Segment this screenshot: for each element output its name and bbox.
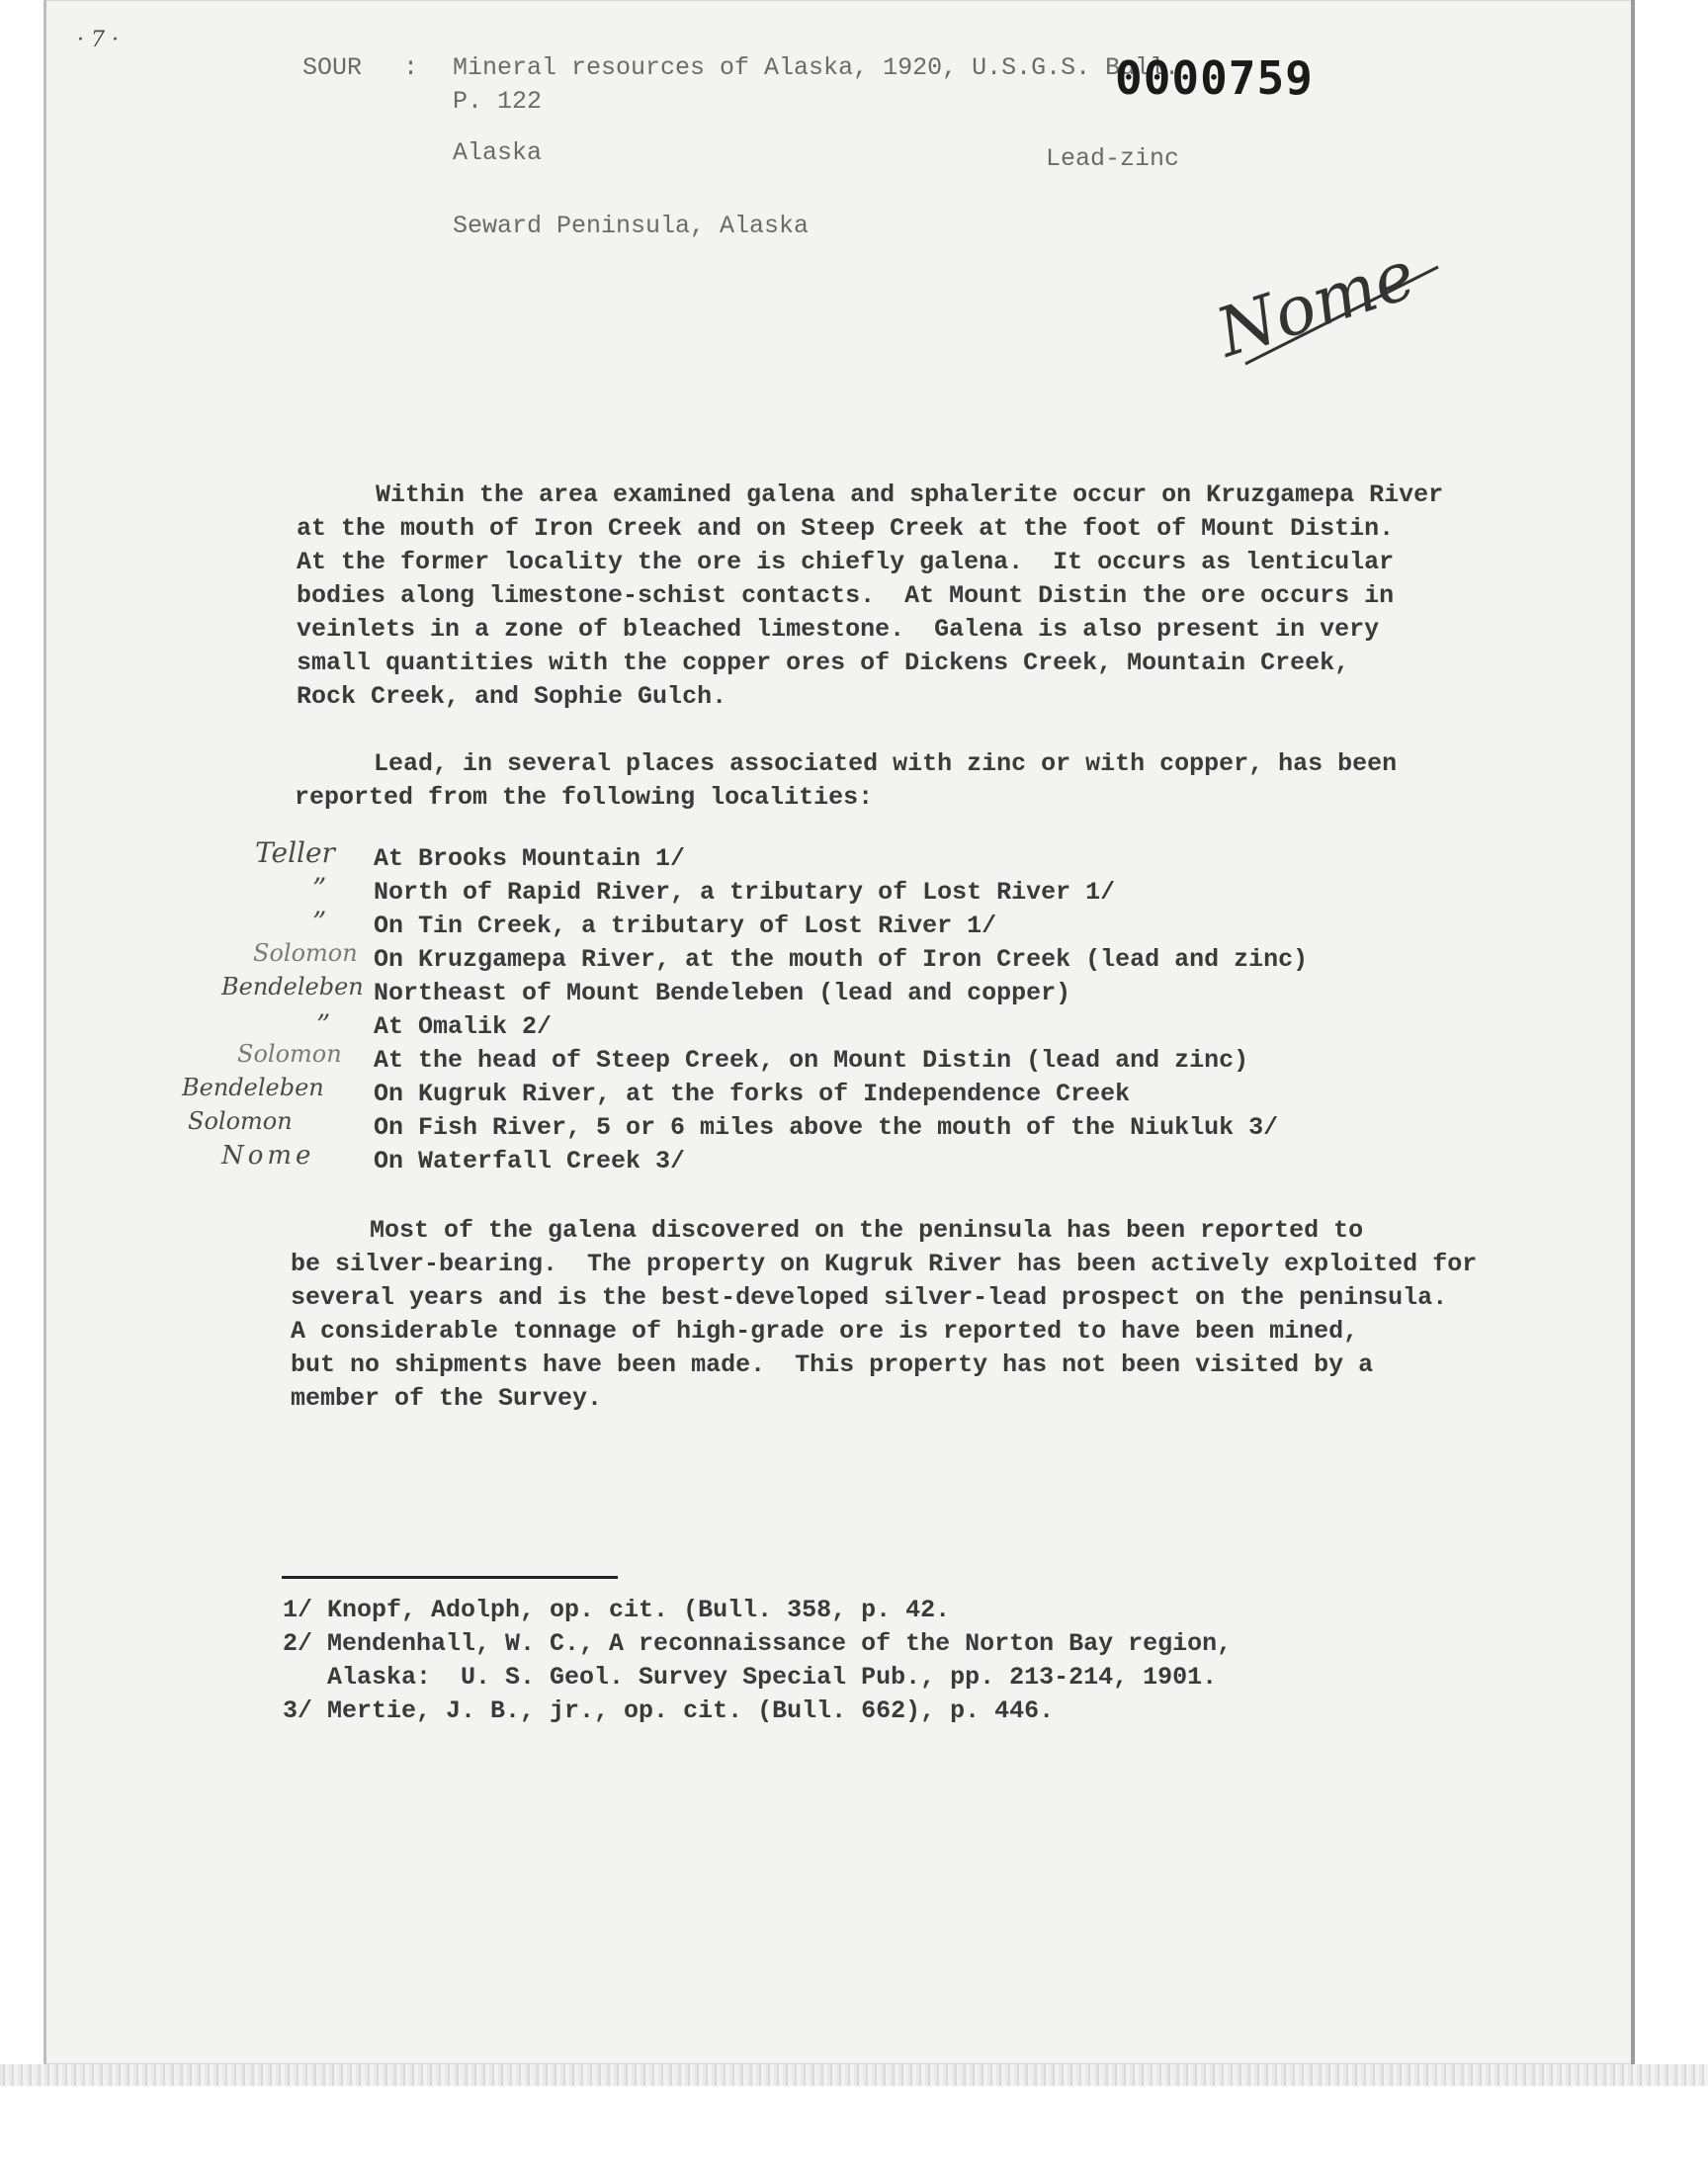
paragraph-1-line: Within the area examined galena and sphalerite occur on Kruzgamepa River <box>376 480 1444 509</box>
paragraph-2 <box>295 747 1609 815</box>
paragraph-3-line: member of the Survey. <box>291 1384 603 1413</box>
locality-item: On Kruzgamepa River, at the mouth of Iron Creek (lead and zinc) <box>374 945 1309 974</box>
footnote-line: 2/ Mendenhall, W. C., A reconnaissance of the Norton Bay region, <box>283 1629 1233 1658</box>
nome-signature-text: Nome <box>1207 247 1425 374</box>
paragraph-1-line: at the mouth of Iron Creek and on Steep Creek at the foot of Mount Distin. <box>297 514 1395 543</box>
paragraph-1 <box>297 478 1611 714</box>
locality-item: At Brooks Mountain 1/ <box>374 844 686 873</box>
locality-margin-note: Solomon <box>253 939 358 967</box>
locality-item: At Omalik 2/ <box>374 1012 553 1041</box>
locality-margin-note: Bendeleben <box>182 1074 324 1101</box>
nome-signature-svg <box>1206 247 1463 376</box>
sheet-right-edge <box>1631 0 1635 2064</box>
commodity-label: Lead-zinc <box>1046 144 1180 173</box>
locality-item: On Waterfall Creek 3/ <box>374 1147 686 1175</box>
sheet-left-edge <box>43 0 46 2064</box>
paragraph-2-line: reported from the following localities: <box>295 783 874 812</box>
corner-marks: · 7 · <box>77 28 119 52</box>
paragraph-1-line: veinlets in a zone of bleached limestone. Galena is also present in very <box>297 615 1380 644</box>
locality-margin-note: Teller <box>255 836 335 869</box>
locality-margin-note: ” <box>316 1008 331 1041</box>
footnotes <box>283 1594 1597 1728</box>
paragraph-3 <box>291 1214 1605 1416</box>
state-label: Alaska <box>453 138 543 167</box>
locality-margin-note: ” <box>312 872 327 905</box>
paragraph-3-line: Most of the galena discovered on the peninsula has been reported to <box>370 1216 1364 1245</box>
footnote-line: Alaska: U. S. Geol. Survey Special Pub., pp. 213-214, 1901. <box>283 1663 1218 1692</box>
locality-item: North of Rapid River, a tributary of Lost River 1/ <box>374 878 1116 907</box>
paragraph-1-line: At the former locality the ore is chiefly galena. It occurs as lenticular <box>297 548 1395 576</box>
paragraph-1-line: Rock Creek, and Sophie Gulch. <box>297 682 727 711</box>
locality-item: At the head of Steep Creek, on Mount Distin (lead and zinc) <box>374 1046 1249 1075</box>
paragraph-3-line: be silver-bearing. The property on Kugruk River has been actively exploited for <box>291 1250 1478 1278</box>
locality-item: On Fish River, 5 or 6 miles above the mouth of the Niukluk 3/ <box>374 1113 1279 1142</box>
scan-bottom-band <box>0 2064 1708 2086</box>
nome-handwritten-annotation <box>1206 247 1463 376</box>
paragraph-1-line: bodies along limestone-schist contacts. At Mount Distin the ore occurs in <box>297 581 1395 610</box>
paragraph-3-line: but no shipments have been made. This property has not been visited by a <box>291 1350 1374 1379</box>
region-label: Seward Peninsula, Alaska <box>453 212 810 240</box>
footnote-divider <box>282 1576 618 1579</box>
locality-item: On Kugruk River, at the forks of Independence Creek <box>374 1080 1131 1108</box>
locality-margin-note: Bendeleben <box>221 973 364 1000</box>
paragraph-2-line: Lead, in several places associated with zinc or with copper, has been <box>374 749 1398 778</box>
paragraph-1-line: small quantities with the copper ores of Dickens Creek, Mountain Creek, <box>297 649 1350 677</box>
source-label: SOUR <box>302 53 363 82</box>
locality-item: On Tin Creek, a tributary of Lost River 1/ <box>374 912 997 940</box>
locality-margin-note: Nome <box>221 1141 315 1171</box>
locality-item: Northeast of Mount Bendeleben (lead and copper) <box>374 979 1071 1007</box>
paragraph-3-line: A considerable tonnage of high-grade ore is reported to have been mined, <box>291 1317 1359 1346</box>
footnote-line: 1/ Knopf, Adolph, op. cit. (Bull. 358, p. 42. <box>283 1596 951 1624</box>
locality-margin-note: Solomon <box>188 1107 293 1135</box>
locality-margin-note: ” <box>312 906 327 938</box>
source-text: Mineral resources of Alaska, 1920, U.S.G.S. Bull. <box>453 53 1180 82</box>
locality-margin-note: Solomon <box>237 1040 342 1068</box>
page-reference: P. 122 <box>453 87 543 116</box>
document-stamp-number: 0000759 <box>1115 51 1314 105</box>
footnote-line: 3/ Mertie, J. B., jr., op. cit. (Bull. 662), p. 446. <box>283 1696 1055 1725</box>
paragraph-3-line: several years and is the best-developed silver-lead prospect on the peninsula. <box>291 1283 1448 1312</box>
source-colon: : <box>403 53 419 82</box>
